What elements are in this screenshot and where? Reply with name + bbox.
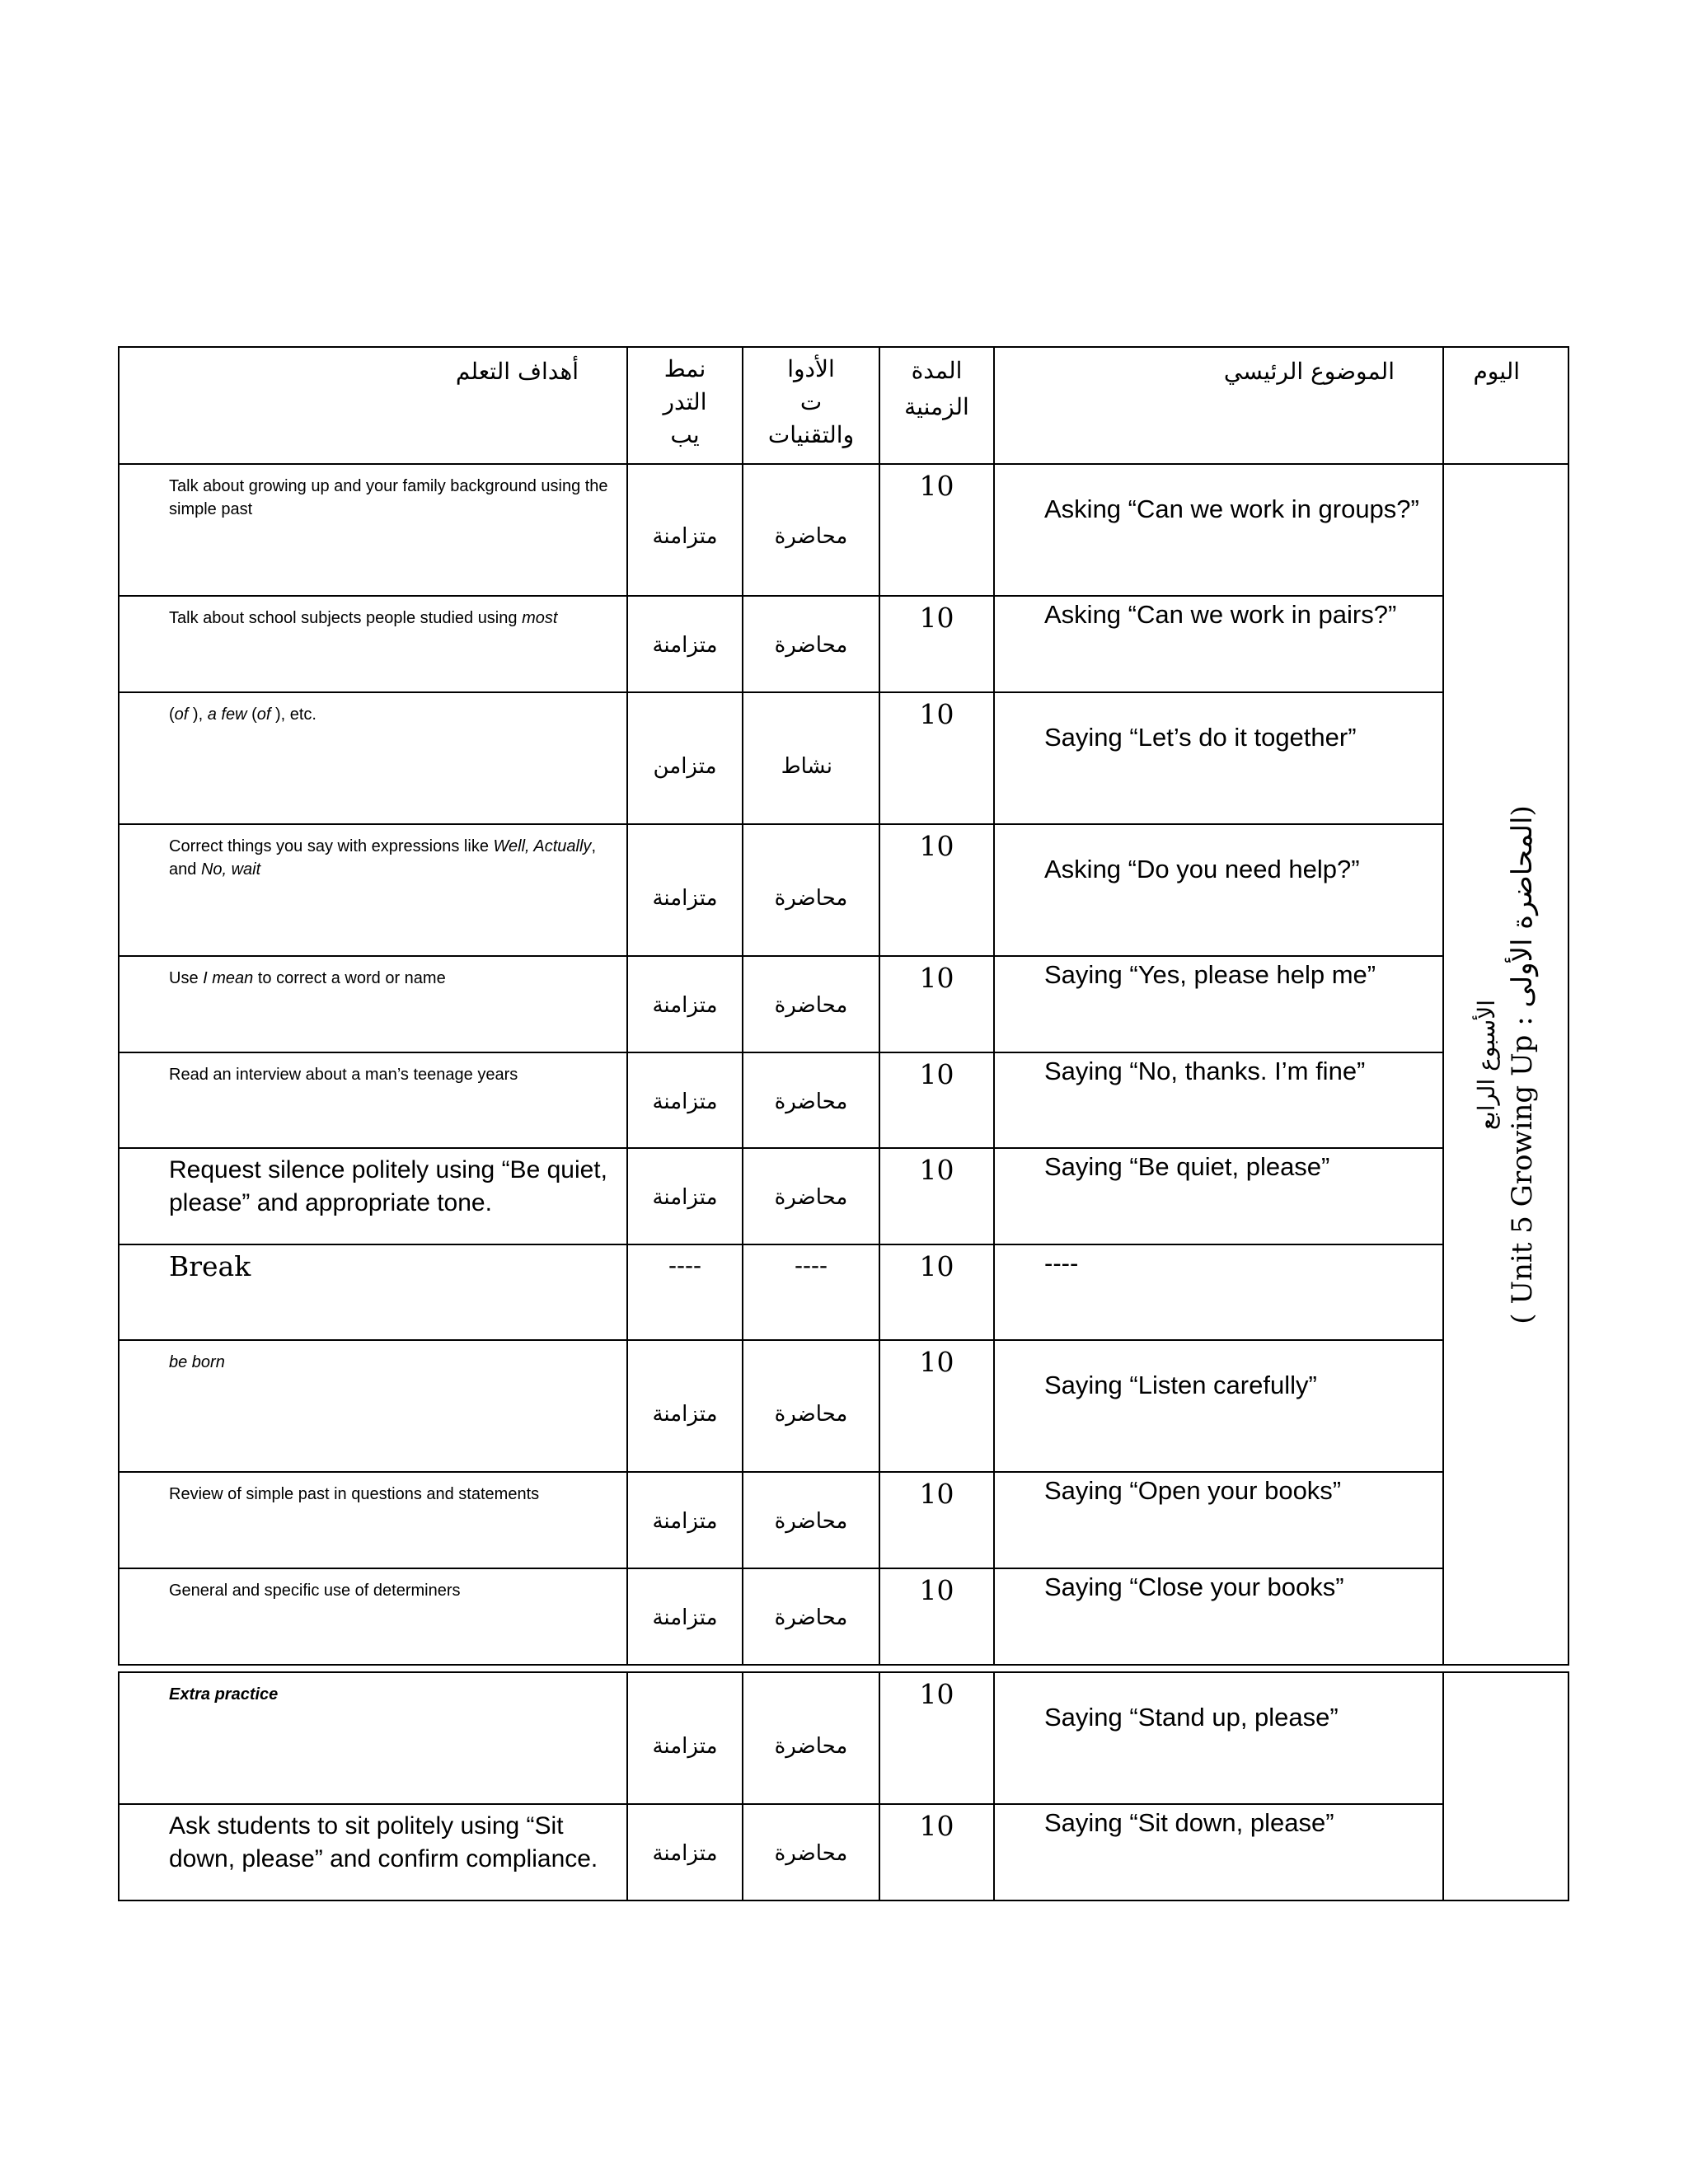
tool-cell: محاضرة — [743, 824, 879, 956]
topic-cell: Saying “Let’s do it together” — [994, 692, 1443, 824]
mode-cell: متزامنة — [627, 1568, 743, 1665]
tool-cell: محاضرة — [743, 956, 879, 1052]
header-mode-line3: يب — [670, 421, 700, 448]
topic-cell: Saying “No, thanks. I’m fine” — [994, 1052, 1443, 1148]
duration-cell: 10 — [879, 1244, 994, 1340]
topic-cell: Asking “Can we work in pairs?” — [994, 596, 1443, 692]
table-row — [119, 824, 1568, 956]
duration-cell: 10 — [879, 1340, 994, 1472]
topic-cell: ---- — [994, 1244, 1443, 1340]
topic-cell: Saying “Yes, please help me” — [994, 956, 1443, 1052]
lesson-plan-table — [118, 346, 1569, 1666]
tool-cell: محاضرة — [743, 1340, 879, 1472]
tool-cell: محاضرة — [743, 1148, 879, 1244]
tool-cell: محاضرة — [743, 1568, 879, 1665]
header-mode — [627, 347, 743, 464]
table-row — [119, 692, 1568, 824]
header-tools-line3: والتقنيات — [767, 421, 855, 448]
duration-cell: 10 — [879, 956, 994, 1052]
objective-cell: be born — [119, 1340, 627, 1472]
mode-cell: متزامنة — [627, 1340, 743, 1472]
tool-cell: محاضرة — [743, 464, 879, 596]
objective-cell: Talk about school subjects people studied using most — [119, 596, 627, 692]
topic-cell: Saying “Sit down, please” — [994, 1804, 1443, 1900]
mode-cell: متزامن — [627, 692, 743, 824]
tool-cell: ---- — [743, 1244, 879, 1340]
duration-cell: 10 — [879, 1472, 994, 1568]
day-cell-empty — [1443, 1672, 1568, 1900]
header-duration — [879, 347, 994, 464]
mode-cell: ---- — [627, 1244, 743, 1340]
mode-cell: متزامنة — [627, 1804, 743, 1900]
mode-cell: متزامنة — [627, 1148, 743, 1244]
table-row-break — [119, 1244, 1568, 1340]
header-duration-line1: المدة — [911, 357, 963, 384]
table-row — [119, 464, 1568, 596]
objective-cell: (of ), a few (of ), etc. — [119, 692, 627, 824]
duration-cell: 10 — [879, 1148, 994, 1244]
header-duration-line2: الزمنية — [904, 393, 969, 420]
lesson-plan-table-extra — [118, 1671, 1569, 1901]
mode-cell: متزامنة — [627, 464, 743, 596]
mode-cell: متزامنة — [627, 1472, 743, 1568]
duration-cell: 10 — [879, 596, 994, 692]
duration-cell: 10 — [879, 692, 994, 824]
table-row — [119, 596, 1568, 692]
header-tools — [743, 347, 879, 464]
header-day: اليوم — [1443, 347, 1568, 464]
table-row — [119, 1340, 1568, 1472]
objective-cell: General and specific use of determiners — [119, 1568, 627, 1665]
duration-cell: 10 — [879, 1568, 994, 1665]
mode-cell: متزامنة — [627, 596, 743, 692]
tool-cell: محاضرة — [743, 1052, 879, 1148]
tool-cell: محاضرة — [743, 1804, 879, 1900]
objective-cell: Talk about growing up and your family background using the simple past — [119, 464, 627, 596]
header-objectives: أهداف التعلم — [119, 347, 627, 464]
header-topic: الموضوع الرئيسي — [994, 347, 1443, 464]
topic-cell: Asking “Can we work in groups?” — [994, 464, 1443, 596]
mode-cell: متزامنة — [627, 1052, 743, 1148]
header-mode-line2: التدر — [663, 388, 707, 415]
table-row — [119, 956, 1568, 1052]
table-row — [119, 1804, 1568, 1900]
objective-cell: Review of simple past in questions and statements — [119, 1472, 627, 1568]
tool-cell: محاضرة — [743, 1672, 879, 1804]
duration-cell: 10 — [879, 824, 994, 956]
mode-cell: متزامنة — [627, 1672, 743, 1804]
header-tools-line2: ت — [799, 388, 823, 415]
topic-cell: Saying “Stand up, please” — [994, 1672, 1443, 1804]
objective-cell: Extra practice — [119, 1672, 627, 1804]
table-row — [119, 1568, 1568, 1665]
objective-cell: Request silence politely using “Be quiet, please” and appropriate tone. — [119, 1148, 627, 1244]
topic-cell: Asking “Do you need help?” — [994, 824, 1443, 956]
header-tools-line1: الأدوا — [787, 355, 835, 382]
table-row — [119, 1672, 1568, 1804]
tool-cell: محاضرة — [743, 1472, 879, 1568]
objective-cell: Ask students to sit politely using “Sit down, please” and confirm compliance. — [119, 1804, 627, 1900]
duration-cell: 10 — [879, 1052, 994, 1148]
table-row — [119, 1148, 1568, 1244]
day-cell — [1443, 464, 1568, 1665]
header-row — [119, 347, 1568, 464]
topic-cell: Saying “Listen carefully” — [994, 1340, 1443, 1472]
topic-cell: Saying “Open your books” — [994, 1472, 1443, 1568]
day-label: الأسبوع الرابع ( Unit 5 Growing Up : المحاضرة الأولى) — [1473, 804, 1539, 1324]
duration-cell: 10 — [879, 1804, 994, 1900]
duration-cell: 10 — [879, 464, 994, 596]
tool-cell: نشاط — [743, 692, 879, 824]
table-row — [119, 1052, 1568, 1148]
header-mode-line1: نمط — [663, 355, 706, 382]
duration-cell: 10 — [879, 1672, 994, 1804]
objective-cell: Use I mean to correct a word or name — [119, 956, 627, 1052]
objective-cell: Correct things you say with expressions like Well, Actually, and No, wait — [119, 824, 627, 956]
objective-cell: Break — [119, 1244, 627, 1340]
tool-cell: محاضرة — [743, 596, 879, 692]
objective-cell: Read an interview about a man’s teenage years — [119, 1052, 627, 1148]
topic-cell: Saying “Close your books” — [994, 1568, 1443, 1665]
topic-cell: Saying “Be quiet, please” — [994, 1148, 1443, 1244]
mode-cell: متزامنة — [627, 956, 743, 1052]
mode-cell: متزامنة — [627, 824, 743, 956]
table-row — [119, 1472, 1568, 1568]
